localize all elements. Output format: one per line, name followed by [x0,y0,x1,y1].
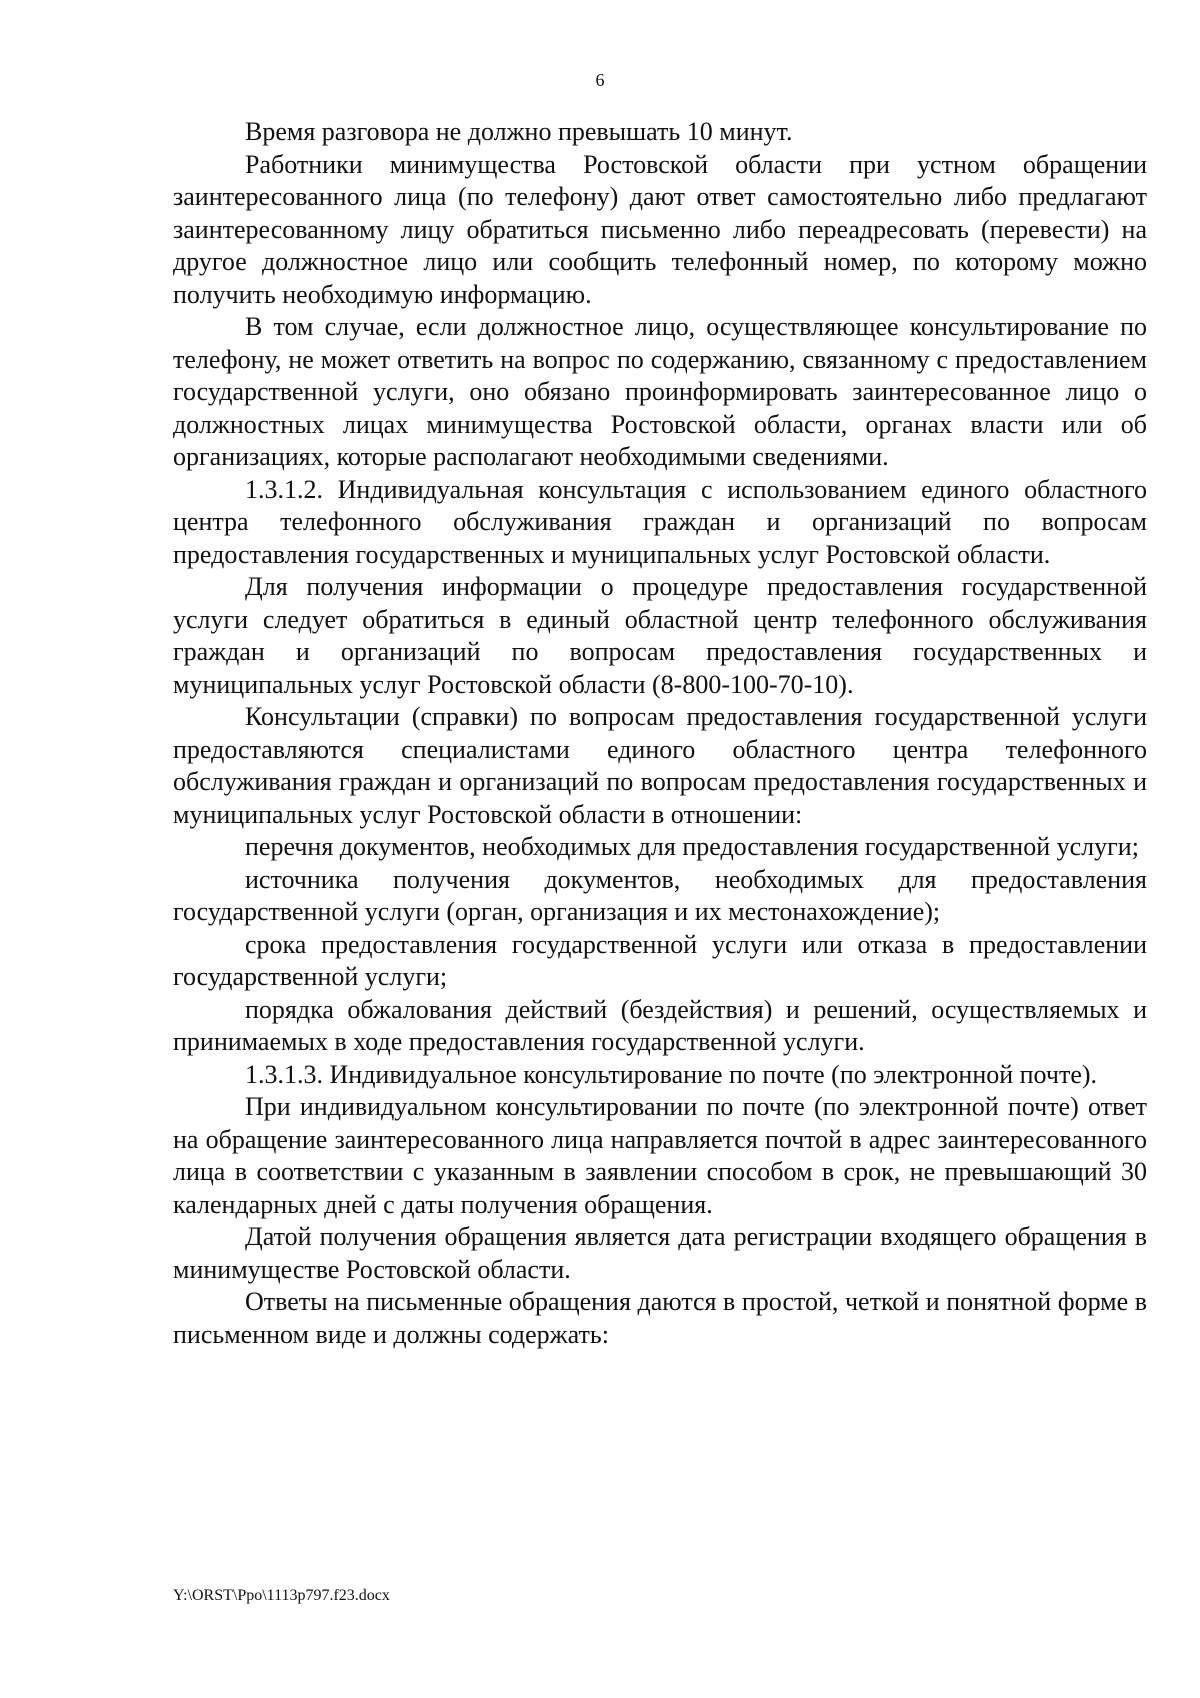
document-body [173,116,1147,1351]
paragraph-call-duration: Время разговора не должно превышать 10 минут. [245,117,793,146]
paragraph-mail-consultation: При индивидуальном консультировании по почте (по электронной почте) ответ на обращение заинтересованного лица направляется почтой в адрес заинтересованного лица в соответствии с указанным в заявлении способом в срок, не превышающий 30 календарных дней с даты получения обращения. [173,1092,1147,1219]
paragraph-consultations: Консультации (справки) по вопросам предоставления государственной услуги предоставляются специалистами единого областного центра телефонного обслуживания граждан и организаций по вопросам предоставления государственных и муниципальных услуг Ростовской области в отношении: [173,702,1147,829]
paragraph-receipt-date: Датой получения обращения является дата регистрации входящего обращения в минимуществе Ростовской области. [173,1222,1147,1284]
footer-file-path: Y:\ORST\Ppo\1113p797.f23.docx [173,1587,390,1604]
list-item-document-source: источника получения документов, необходимых для предоставления государственной услуги (орган, организация и их местонахождение); [173,864,1147,926]
paragraph-oral-inquiry: Работники минимущества Ростовской области при устном обращении заинтересованного лица (по телефону) дают ответ самостоятельно либо предлагают заинтересованному лицу обратиться письменно либо переадресовать (перевести) на другое должностное лицо или сообщить телефонный номер, по которому можно получить необходимую информацию. [173,149,1147,309]
list-item-documents: перечня документов, необходимых для предоставления государственной услуги; [245,832,1139,861]
paragraph-procedure-info: Для получения информации о процедуре предоставления государственной услуги следует обратиться в единый областной центр телефонного обслуживания граждан и организаций по вопросам предоставления государственных и муниципальных услуг Ростовской области (8-800-100-70-10). [173,572,1147,699]
paragraph-section-1-3-1-2: 1.3.1.2. Индивидуальная консультация с использованием единого областного центра телефонного обслуживания граждан и организаций по вопросам предоставления государственных и муниципальных услуг Ростовской области. [173,474,1147,569]
page-number: 6 [595,70,605,90]
list-item-appeal: порядка обжалования действий (бездействия) и решений, осуществляемых и принимаемых в ходе предоставления государственной услуги. [173,994,1147,1056]
list-item-deadline: срока предоставления государственной услуги или отказа в предоставлении государственной услуги; [173,929,1147,991]
paragraph-phone-consultation: В том случае, если должностное лицо, осуществляющее консультирование по телефону, не может ответить на вопрос по содержанию, связанному с предоставлением государственной услуги, оно обязано проинформировать заинтересованное лицо о должностных лицах минимущества Ростовской области, органах власти или об организациях, которые располагают необходимыми сведениями. [173,312,1147,471]
paragraph-written-answers: Ответы на письменные обращения даются в простой, четкой и понятной форме в письменном виде и должны содержать: [173,1287,1147,1349]
paragraph-section-1-3-1-3: 1.3.1.3. Индивидуальное консультирование по почте (по электронной почте). [245,1059,1098,1089]
